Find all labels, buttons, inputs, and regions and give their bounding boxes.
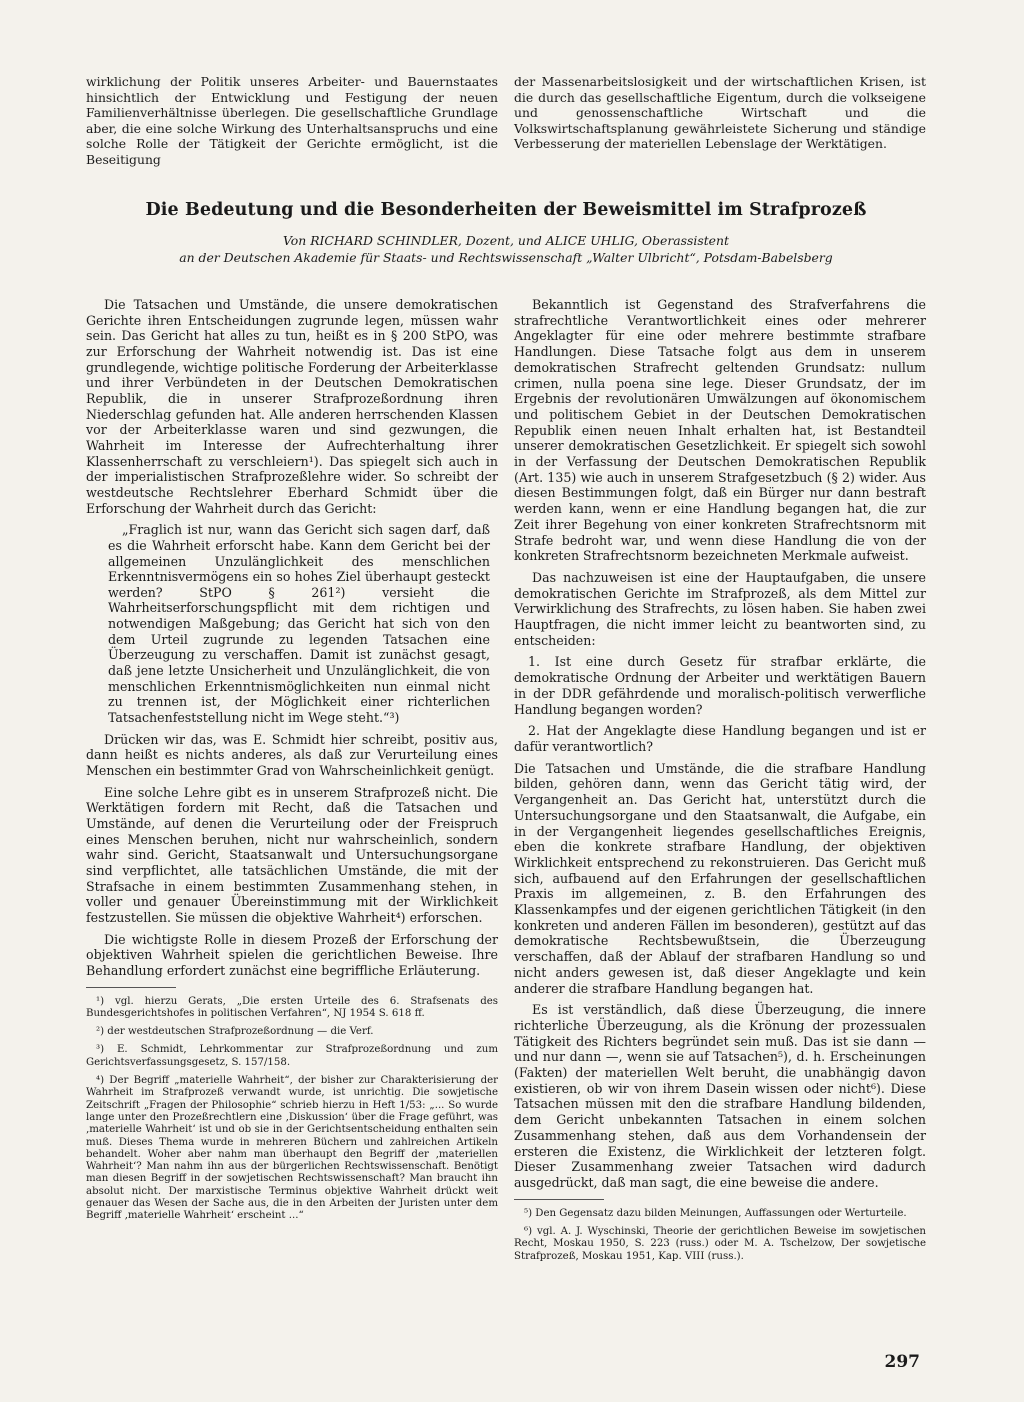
byline-affiliation: an der Deutschen Akademie für Staats- und Rechtswissenschaft „Walter Ulbricht“, Potsdam-Babelsberg (179, 250, 833, 265)
footnote: ⁶) vgl. A. J. Wyschinski, Theorie der gerichtlichen Beweise im sowjetischen Recht, Moskau 1950, S. 223 (russ.) oder M. A. Tschelzow, Der sowjetische Strafprozeß, Moskau 1951, Kap. VIII (russ.). (514, 1225, 926, 1262)
paragraph: Die Tatsachen und Umstände, die die strafbare Handlung bilden, gehören dann, wenn das Gericht tätig wird, der Vergangenheit an. Das Gericht hat, unterstützt durch die Untersuchungsorgane und den Staatsanwalt, die Aufgabe, ein in der Vergangenheit liegendes gesellschaftliches Ereignis, eben die konkrete strafbare Handlung, der objektiven Wirklichkeit entsprechend zu rekonstruieren. Das Gericht muß sich, aufbauend auf den Erfahrungen der gesellschaftlichen Praxis im allgemeinen, z. B. den Erfahrungen des Klassenkampfes und der eigenen gerichtlichen Tätigkeit (in den konkreten und anderen Fällen im besonderen), gestützt auf das demokratische Rechtsbewußtsein, die Überzeugung verschaffen, daß der Ablauf der strafbaren Handlung so und nicht anders gewesen ist, daß dieser Angeklagte und kein anderer die strafbare Handlung begangen hat. (514, 760, 926, 996)
byline-authors: Von RICHARD SCHINDLER, Dozent, und ALICE UHLIG, Oberassistent (283, 233, 729, 248)
paragraph: Die wichtigste Rolle in diesem Prozeß der Erforschung der objektiven Wahrheit spielen die gerichtlichen Beweise. Ihre Behandlung erfordert zunächst eine begriffliche Erläuterung. (86, 931, 498, 978)
list-item: 1. Ist eine durch Gesetz für strafbar erklärte, die demokratische Ordnung der Arbeiter und werktätigen Bauern in der DDR gefährdende und moralisch-politisch verwerfliche Handlung begangen worden? (514, 654, 926, 717)
footnote: ²) der westdeutschen Strafprozeßordnung — die Verf. (96, 1026, 374, 1038)
article-column-left (86, 297, 498, 1229)
paragraph: Drücken wir das, was E. Schmidt hier schreibt, positiv aus, dann heißt es nichts anderes, als daß zur Verurteilung eines Menschen ein bestimmter Grad von Wahrscheinlichkeit genügt. (86, 731, 498, 779)
paragraph: Die Tatsachen und Umstände, die unsere demokratischen Gerichte ihren Entscheidungen zugrunde legen, müssen wahr sein. Das Gericht hat alles zu tun, heißt es in § 200 StPO, was zur Erforschung der Wahrheit notwendig ist. Das ist eine grundlegende, wichtige politische Forderung der Arbeiterklasse und ihrer Verbündeten in der Deutschen Demokratischen Republik, die in unserer Strafprozeßordnung ihren Niederschlag gefunden hat. Alle anderen herrschenden Klassen vor der Arbeiterklasse waren und sind gezwungen, die Wahrheit im Interesse der Aufrechterhaltung ihrer Klassenherrschaft zu verschleiern¹). Das spiegelt sich auch in der imperialistischen Strafprozeßlehre wider. So schreibt der westdeutsche Rechtslehrer Eberhard Schmidt über die Erforschung der Wahrheit durch das Gericht: (86, 297, 498, 516)
carryover-column-right (514, 74, 926, 158)
list-item: 2. Hat der Angeklagte diese Handlung begangen und ist er dafür verantwortlich? (514, 723, 926, 754)
paragraph: Eine solche Lehre gibt es in unserem Strafprozeß nicht. Die Werktätigen fordern mit Recht, daß die Tatsachen und Umstände, auf denen die Verurteilung oder der Freispruch eines Menschen beruhen, nicht nur wahrscheinlich, sondern wahr sind. Gericht, Staatsanwalt und Untersuchungsorgane sind verpflichtet, alle tatsächlichen Umstände, die mit der Strafsache in einem bestimmten Zusammenhang stehen, in voller und genauer Übereinstimmung mit der Wirklichkeit festzustellen. Sie müssen die objektive Wahrheit⁴) erforschen. (86, 784, 498, 925)
block-quote: „Fraglich ist nur, wann das Gericht sich sagen darf, daß es die Wahrheit erforscht habe. Kann dem Gericht bei der allgemeinen Unzulänglichkeit des menschlichen Erkenntnisvermögens ein so hohes Ziel überhaupt gesteckt werden? StPO § 261²) versieht die Wahrheitserforschungspflicht mit dem richtigen und notwendigen Maßgebung; das Gericht hat sich von den dem Urteil zugrunde zu legenden Tatsachen eine Überzeugung zu verschaffen. Damit ist zunächst gesagt, daß jene letzte Unsicherheit und Unzulänglichkeit, die von menschlichen Erkenntnismöglichkeiten nun einmal nicht zu trennen ist, der Möglichkeit einer richterlichen Tatsachenfeststellung nicht im Wege steht.“³) (108, 522, 490, 726)
carryover-paragraph-left: wirklichung der Politik unseres Arbeiter- und Bauernstaates hinsichtlich der Entwicklung und Festigung der neuen Familienverhältnisse überlegen. Die gesellschaftliche Grundlage aber, die eine solche Wirkung des Unterhaltsanspruchs und eine solche Rolle der Tätigkeit der Gerichte ermöglicht, ist die Beseitigung (86, 74, 498, 167)
carryover-paragraph-right: der Massenarbeitslosigkeit und der wirtschaftlichen Krisen, ist die durch das gesellschaftliche Eigentum, durch die volkseigene und genossenschaftliche Wirtschaft und die Volkswirtschaftsplanung gewährleistete Sicherung und ständige Verbesserung der materiellen Lebenslage der Werktätigen. (514, 74, 926, 152)
footnote: ⁴) Der Begriff „materielle Wahrheit“, der bisher zur Charakterisierung der Wahrheit im Strafprozeß verwandt wurde, ist unrichtig. Die sowjetische Zeitschrift „Fragen der Philosophie“ schrieb hierzu in Heft 1/53: „... So wurde lange unter den Prozeßrechtlern eine ‚Diskussion‘ über die Frage geführt, was ‚materielle Wahrheit‘ ist und ob sie in der Gerichtsentscheidung enthalten sein muß. Dieses Thema wurde in mehreren Büchern und zahlreichen Artikeln behandelt. Woher aber nahm man überhaupt den Begriff der ‚materiellen Wahrheit‘? Man nahm ihn aus der bürgerlichen Rechtswissenschaft. Benötigt man diesen Begriff in der sowjetischen Rechtswissenschaft? Man braucht ihn absolut nicht. Der marxistische Terminus objektive Wahrheit drückt weit genauer das Wesen der Sache aus, die in den Arbeiten der Juristen unter dem Begriff ‚materielle Wahrheit‘ erscheint ...“ (86, 1075, 498, 1222)
footnote: ⁵) Den Gegensatz dazu bilden Meinungen, Auffassungen oder Werturteile. (524, 1207, 907, 1219)
carryover-column-left (86, 74, 498, 174)
question-list (514, 654, 926, 754)
article-title: Die Bedeutung und die Besonderheiten der Beweismittel im Strafprozeß (145, 200, 867, 220)
footnote: ³) E. Schmidt, Lehrkommentar zur Strafprozeßordnung und zum Gerichtsverfassungsgesetz, S. 157/158. (86, 1044, 498, 1068)
page-number: 297 (884, 1352, 920, 1372)
paragraph: Das nachzuweisen ist eine der Hauptaufgaben, die unsere demokratischen Gerichte im Strafprozeß, als dem Mittel zur Verwirklichung des Strafrechts, zu lösen haben. Sie haben zwei Hauptfragen, die nicht immer leicht zu beantworten sind, zu entscheiden: (514, 569, 926, 648)
footnote-divider (514, 1199, 604, 1200)
footnote: ¹) vgl. hierzu Gerats, „Die ersten Urteile des 6. Strafsenats des Bundesgerichtshofes in politischen Verfahren“, NJ 1954 S. 618 ff. (86, 995, 498, 1019)
paragraph: Bekanntlich ist Gegenstand des Strafverfahrens die strafrechtliche Verantwortlichkeit eines oder mehrerer Angeklagter für eine oder mehrere bestimmte strafbare Handlungen. Diese Tatsache folgt aus dem in unserem demokratischen Strafrecht geltenden Grundsatz: nullum crimen, nulla poena sine lege. Dieser Grundsatz, der im Ergebnis der revolutionären Umwälzungen auf ökonomischem und politischem Gebiet in der Deutschen Demokratischen Republik einen neuen Inhalt erhalten hat, ist Bestandteil unserer demokratischen Gesetzlichkeit. Er spiegelt sich sowohl in der Verfassung der Deutschen Demokratischen Republik (Art. 135) wie auch in unserem Strafgesetzbuch (§ 2) wider. Aus diesen Bestimmungen folgt, daß ein Bürger nur dann bestraft werden kann, wenn er eine Handlung begangen hat, die zur Zeit ihrer Begehung von einer konkreten Strafrechtsnorm mit Strafe bedroht war, und wenn diese Handlung die von der konkreten Strafrechtsnorm bezeichneten Merkmale aufweist. (514, 297, 926, 564)
article-byline (86, 232, 926, 266)
article-column-right (514, 297, 926, 1269)
footnote-divider (86, 987, 176, 988)
paragraph: Es ist verständlich, daß diese Überzeugung, die innere richterliche Überzeugung, als die Krönung der prozessualen Tätigkeit des Richters begründet sein muß. Das ist sie dann — und nur dann —, wenn sie auf Tatsachen⁵), d. h. Erscheinungen (Fakten) der materiellen Welt beruht, die unabhängig davon existieren, ob wir von ihrem Dasein wissen oder nicht⁶). Diese Tatsachen müssen mit den die strafbare Handlung bildenden, dem Gericht unbekannten Tatsachen in einem solchen Zusammenhang stehen, daß aus dem Vorhandensein der ersteren die Existenz, die Wirklichkeit der letzteren folgt. Dieser Zusammenhang zweier Tatsachen wird dadurch ausgedrückt, daß man sagt, die eine beweise die andere. (514, 1002, 926, 1190)
